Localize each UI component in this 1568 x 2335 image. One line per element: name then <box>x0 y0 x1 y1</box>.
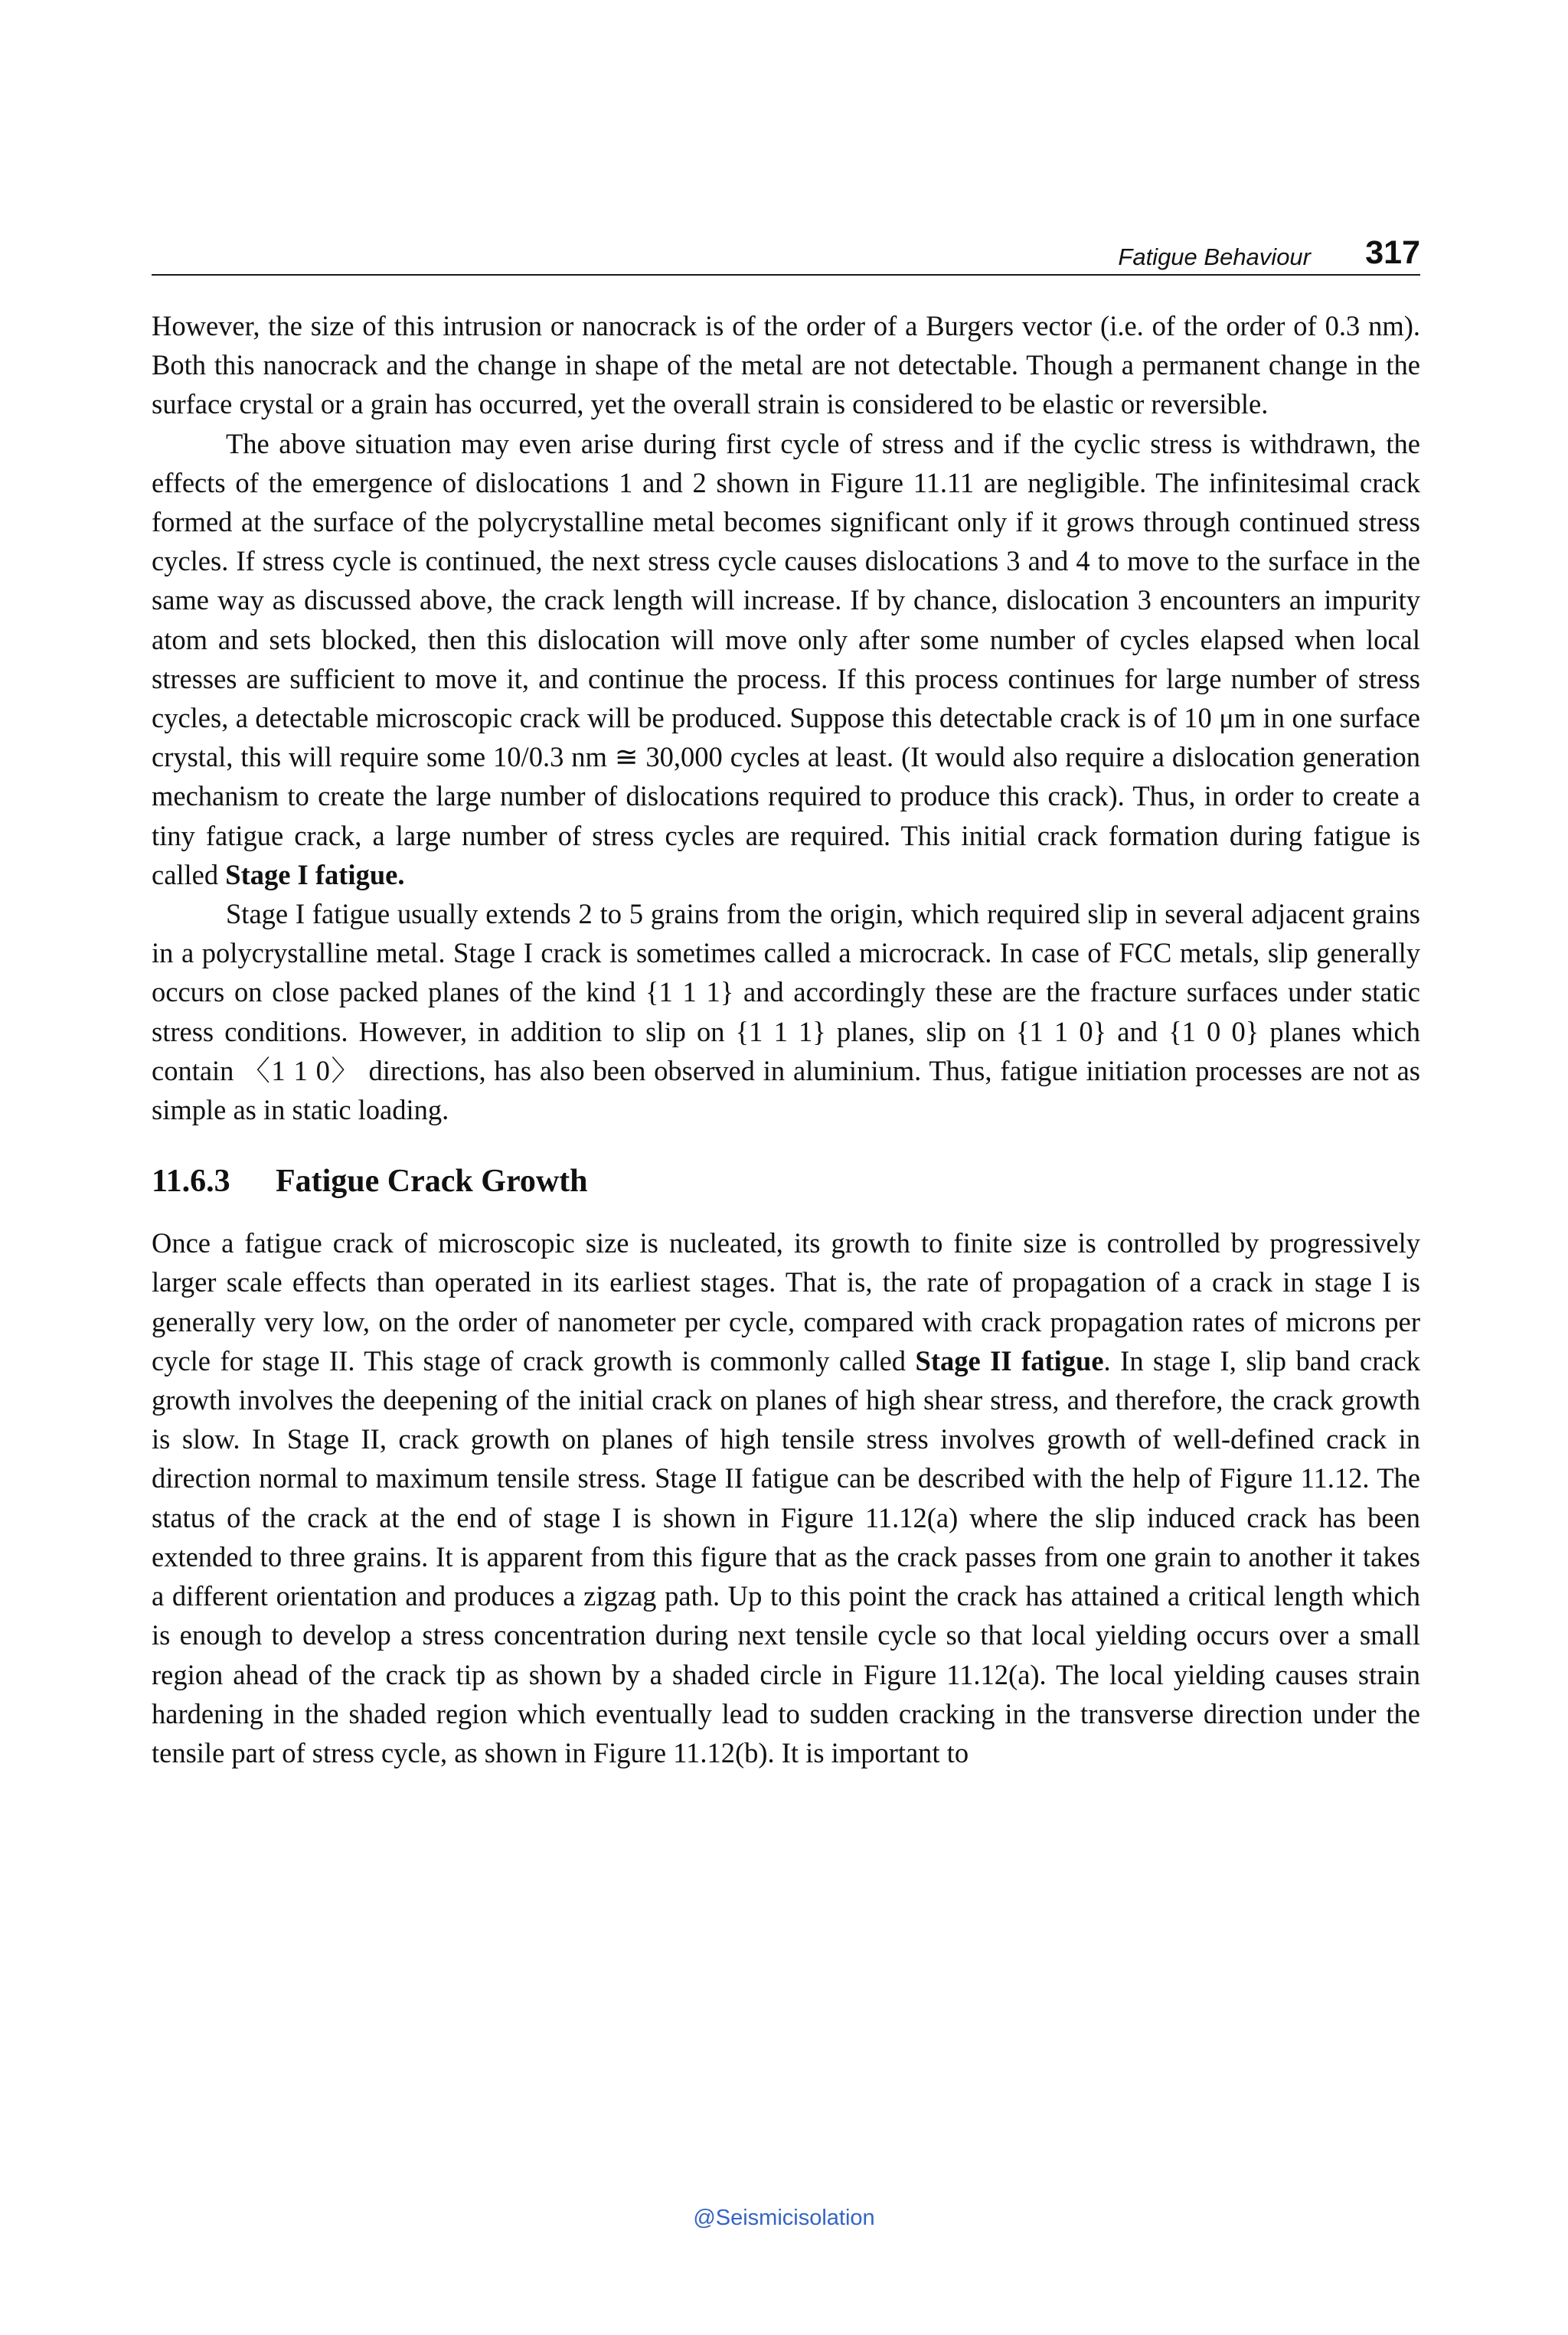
bold-term-stage-one: Stage I fatigue. <box>225 858 405 890</box>
paragraph-crack-growth <box>152 1223 1420 1772</box>
bold-term-stage-two: Stage II fatigue <box>915 1344 1104 1377</box>
body-text <box>152 306 1420 1772</box>
paragraph-intrusion-size: However, the size of this intrusion or nanocrack is of the order of a Burgers vector (i.e. of the order of 0.3 nm). Both this nanocrack and the change in shape of the metal are not detectable. Though a permanent change in the surface crystal or a grain has occurred, yet the overall strain is considered to be elastic or reversible. <box>152 310 1420 420</box>
section-number: 11.6.3 <box>152 1164 230 1200</box>
paragraph-text: . In stage I, slip band crack growth involves the deepening of the initial crack on planes of high shear stress, and therefore, the crack growth is slow. In Stage II, crack growth on planes of high tensile stress involves growth of well-defined crack in direction normal to maximum tensile stress. Stage II fatigue can be described with the help of Figure 11.12. The status of the crack at the end of stage I is shown in Figure 11.12(a) where the slip induced crack has been extended to three grains. It is apparent from this figure that as the crack passes from one grain to another it takes a different orientation and produces a zigzag path. Up to this point the crack has attained a critical length which is enough to develop a stress concentration during next tensile cycle so that local yielding occurs over a small region ahead of the crack tip as shown by a shaded circle in Figure 11.12(a). The local yielding causes strain hardening in the shaded region which eventually lead to sudden cracking in the transverse direction under the tensile part of stress cycle, as shown in Figure 11.12(b). It is important to <box>152 1344 1420 1768</box>
watermark: @Seismicisolation <box>693 2206 875 2230</box>
running-title: Fatigue Behaviour <box>1118 243 1311 270</box>
section-heading <box>152 1161 1420 1201</box>
page-number: 317 <box>1365 234 1420 271</box>
paragraph-stage-one-formation <box>152 424 1420 894</box>
section-title: Fatigue Crack Growth <box>276 1164 588 1200</box>
page-header <box>152 227 1420 276</box>
paragraph-text: The above situation may even arise during first cycle of stress and if the cyclic stress is withdrawn, the effects of the emergence of dislocations 1 and 2 shown in Figure 11.11 are negligible. The infinitesimal crack formed at the surface of the polycrystalline metal becomes significant only if it grows through continued stress cycles. If stress cycle is continued, the next stress cycle causes dislocations 3 and 4 to move to the surface in the same way as discussed above, the crack length will increase. If by chance, dislocation 3 encounters an impurity atom and sets blocked, then this dislocation will move only after some number of cycles elapsed when local stresses are sufficient to move it, and continue the process. If this process continues for large number of stress cycles, a detectable microscopic crack will be produced. Suppose this detectable crack is of 10 μm in one surface crystal, this will require some 10/0.3 nm ≅ 30,000 cycles at least. (It would also require a dislocation generation mechanism to create the large number of dislocations required to produce this crack). Thus, in order to create a tiny fatigue crack, a large number of stress cycles are required. This initial crack formation during fatigue is called <box>152 427 1420 890</box>
paragraph-text: Once a fatigue crack of microscopic size is nucleated, its growth to finite size is controlled by progressively larger scale effects than operated in its earliest stages. That is, the rate of propagation of a crack in stage I is generally very low, on the order of nanometer per cycle, compared with crack propagation rates of microns per cycle for stage II. This stage of crack growth is commonly called <box>152 1227 1420 1377</box>
paragraph-stage-one-extent: Stage I fatigue usually extends 2 to 5 grains from the origin, which required slip in several adjacent grains in a polycrystalline metal. Stage I crack is sometimes called a microcrack. In case of FCC metals, slip generally occurs on close packed planes of the kind {1 1 1} and accordingly these are the fracture surfaces under static stress conditions. However, in addition to slip on {1 1 1} planes, slip on {1 1 0} and {1 0 0} planes which contain 〈1 1 0〉 directions, has also been observed in aluminium. Thus, fatigue initiation processes are not as simple as in static loading. <box>152 898 1420 1126</box>
